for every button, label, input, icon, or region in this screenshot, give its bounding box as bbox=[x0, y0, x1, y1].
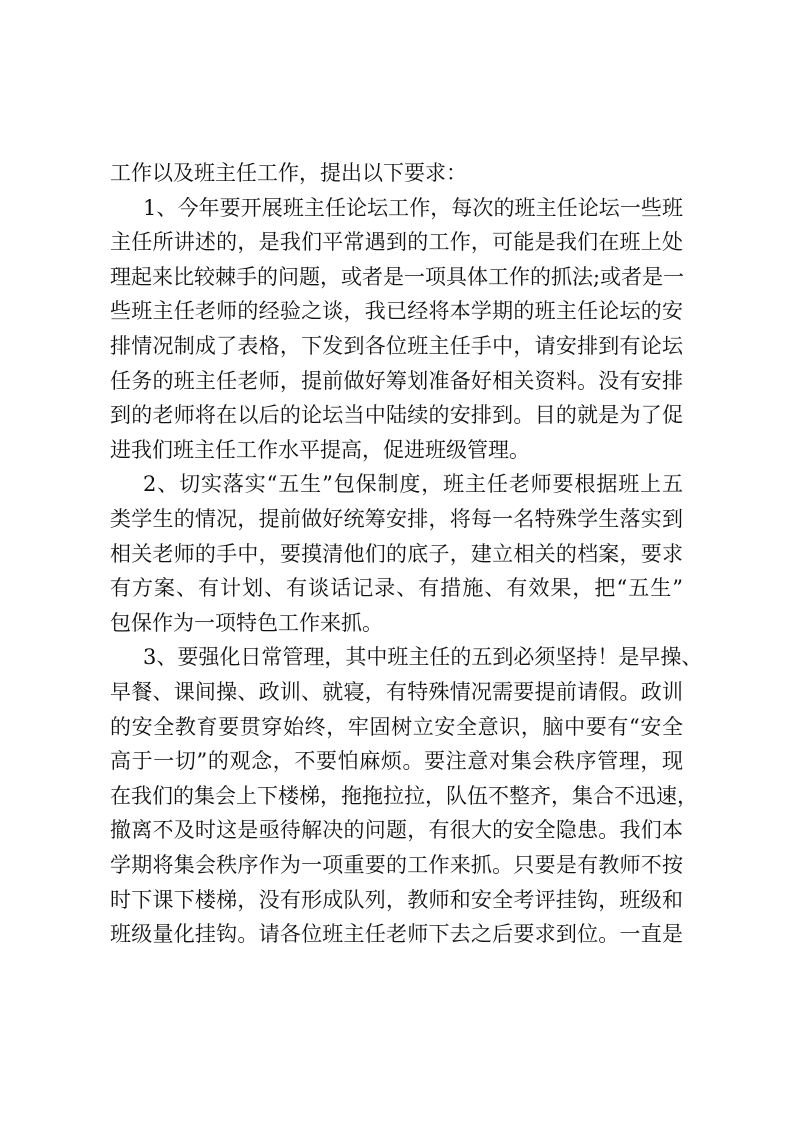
text-line: 学期将集会秩序作为一项重要的工作来抓。只要是有教师不按 bbox=[110, 853, 683, 877]
text-line: 撤离不及时这是亟待解决的问题，有很大的安全隐患。我们本 bbox=[110, 818, 683, 843]
text-line: 些班主任老师的经验之谈，我已经将本学期的班主任论坛的安 bbox=[110, 299, 683, 324]
text-line: 到的老师将在以后的论坛当中陆续的安排到。目的就是为了促 bbox=[110, 403, 683, 428]
text-line: 3、要强化日常管理，其中班主任的五到必须坚持！是早操、 bbox=[143, 645, 703, 670]
text-line: 排情况制成了表格，下发到各位班主任手中，请安排到有论坛 bbox=[110, 334, 683, 358]
text-line: 时下课下楼梯，没有形成队列，教师和安全考评挂钩，班级和 bbox=[110, 887, 683, 912]
text-line: 在我们的集会上下楼梯，拖拖拉拉，队伍不整齐，集合不迅速， bbox=[110, 783, 698, 808]
text-line: 1、今年要开展班主任论坛工作，每次的班主任论坛一些班 bbox=[143, 195, 683, 220]
text-line: 有方案、有计划、有谈话记录、有措施、有效果，把“五生” bbox=[110, 576, 683, 601]
text-line: 类学生的情况，提前做好统筹安排，将每一名特殊学生落实到 bbox=[110, 507, 683, 531]
text-line: 2、切实落实“五生”包保制度，班主任老师要根据班上五 bbox=[143, 472, 683, 497]
text-line: 班级量化挂钩。请各位班主任老师下去之后要求到位。一直是 bbox=[110, 922, 683, 947]
text-line: 高于一切”的观念，不要怕麻烦。要注意对集会秩序管理，现 bbox=[110, 749, 683, 774]
text-line: 的安全教育要贯穿始终，牢固树立安全意识，脑中要有“安全 bbox=[110, 714, 683, 739]
text-line: 相关老师的手中，要摸清他们的底子，建立相关的档案，要求 bbox=[110, 541, 683, 566]
text-line: 工作以及班主任工作，提出以下要求： bbox=[110, 161, 467, 185]
text-line: 早餐、课间操、政训、就寝，有特殊情况需要提前请假。政训 bbox=[110, 680, 683, 704]
text-line: 包保作为一项特色工作来抓。 bbox=[110, 610, 383, 635]
text-line: 任务的班主任老师，提前做好筹划准备好相关资料。没有安排 bbox=[110, 368, 683, 393]
text-line: 进我们班主任工作水平提高，促进班级管理。 bbox=[110, 437, 530, 462]
text-line: 理起来比较棘手的问题，或者是一项具体工作的抓法;或者是一 bbox=[110, 264, 685, 289]
text-line: 主任所讲述的，是我们平常遇到的工作，可能是我们在班上处 bbox=[110, 230, 683, 255]
